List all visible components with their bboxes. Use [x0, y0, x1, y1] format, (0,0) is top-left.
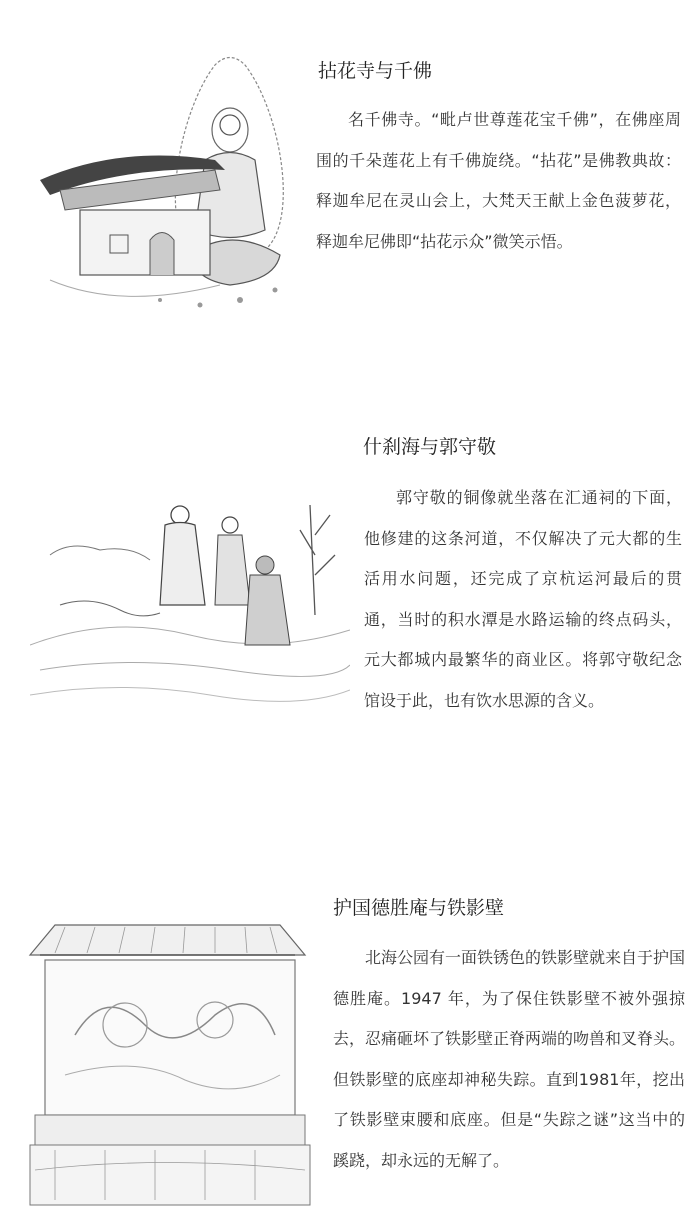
- section-body: 北海公园有一面铁锈色的铁影壁就来自于护国德胜庵。1947 年，为了保住铁影壁不被外强掠去，忍痛砸坏了铁影壁正脊两端的吻兽和叉脊头。但铁影壁的底座却神秘失踪。直到1981年，挖出了铁影壁束腰和底座。但是“失踪之谜”这当中的蹊跷，却永远的无解了。: [333, 948, 686, 1170]
- section-title: 护国德胜庵与铁影壁: [333, 897, 505, 919]
- iron-screen-wall-illustration: [15, 915, 320, 1215]
- section-body: 郭守敬的铜像就坐落在汇通祠的下面，他修建的这条河道，不仅解决了元大都的生活用水问题，还完成了京杭运河最后的贯通，当时的积水潭是水路运输的终点码头，元大都城内最繁华的商业区。将郭守敬纪念馆设于此，也有饮水思源的含义。: [364, 488, 682, 710]
- section-title: 拈花寺与千佛: [318, 60, 433, 82]
- section-body: 名千佛寺。“毗卢世尊莲花宝千佛”，在佛座周围的千朵莲花上有千佛旋绕。“拈花”是佛教典故：释迦牟尼在灵山会上，大梵天王献上金色菠萝花，释迦牟尼佛即“拈花示众”微笑示悟。: [316, 110, 681, 251]
- section-title: 什刹海与郭守敬: [363, 436, 497, 458]
- temple-buddha-illustration: [40, 50, 310, 320]
- historical-figures-illustration: [30, 495, 350, 710]
